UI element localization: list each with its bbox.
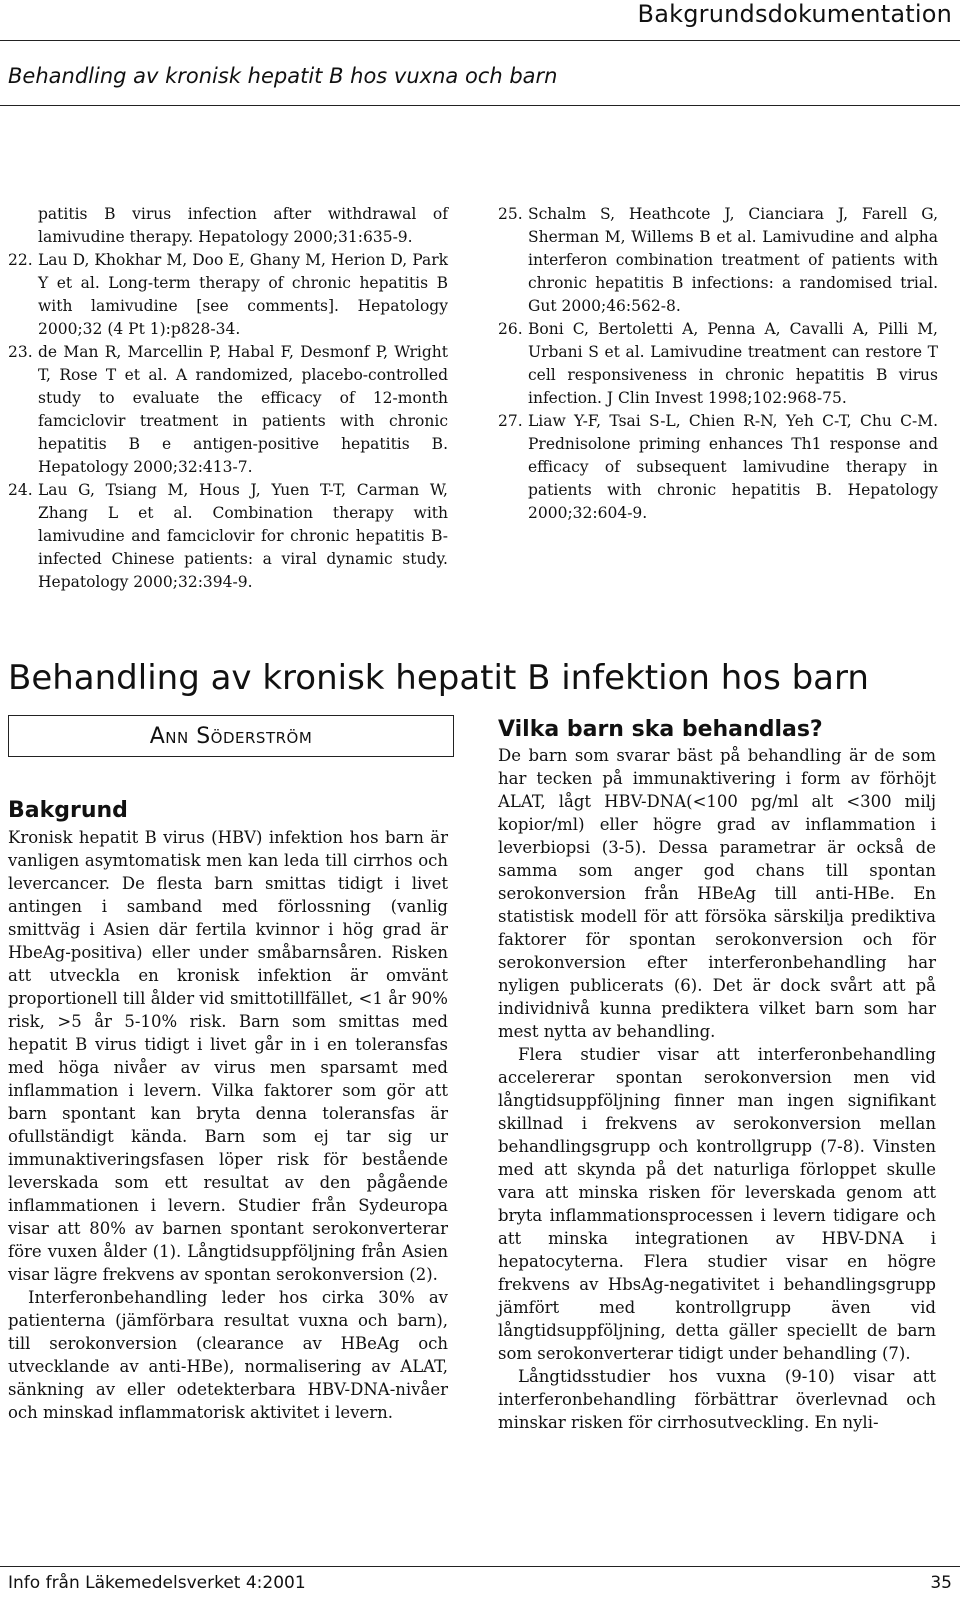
reference-item: [498, 318, 938, 410]
which-children-heading: Vilka barn ska behandlas?: [498, 717, 823, 742]
reference-item: [498, 203, 938, 318]
body-paragraph: Kronisk hepatit B virus (HBV) infektion hos barn är vanligen asymtomatisk men kan leda till cirrhos och levercancer. De flesta barn smittas tidigt i livet antingen i samband med förlossning (vanlig smittväg i Asien där fertila kvinnor i hög grad är HbeAg-positiva) eller under småbarnsåren. Risken att utveckla en kronisk infektion är omvänt proportionell till ålder vid smittotillfället, <1 år 90% risk, >5 år 5-10% risk. Barn som smittas med hepatit B virus tidigt i livet går in i en toleransfas med höga nivåer av virus men sparsamt med inflammation i levern. Vilka faktorer som gör att barn spontant kan bryta denna toleransfas är ofullständigt kända. Barn som ej tar sig ur immunaktiveringsfasen löper risk för bestående leverskada som ett resultat av den pågående inflammationen i levern. Studier från Sydeuropa visar att 80% av barnen spontant serokonverterar före vuxen ålder (1). Långtidsuppföljning från Asien visar lägre frekvens av spontan serokonversion (2).: [8, 828, 448, 1284]
header-divider: [0, 40, 960, 41]
reference-text: de Man R, Marcellin P, Habal F, Desmonf P, Wright T, Rose T et al. A randomized, placebo-controlled study to evaluate the efficacy of 12-month famciclovir treatment in patients with chronic hepatitis B e antigen-positive hepatitis B. Hepatology 2000;32:413-7.: [38, 343, 448, 476]
left-column: [8, 796, 448, 1424]
reference-number: 22.: [8, 251, 33, 269]
section-title: Behandling av kronisk hepatit B infektion hos barn: [8, 658, 869, 698]
footer-divider: [0, 1566, 960, 1567]
reference-item: [8, 249, 448, 341]
subtitle-divider: [0, 105, 960, 106]
footer-publication: Info från Läkemedelsverket 4:2001: [8, 1573, 306, 1593]
page-header-title: Bakgrundsdokumentation: [637, 0, 952, 28]
reference-text: Schalm S, Heathcote J, Cianciara J, Farell G, Sherman M, Willems B et al. Lamivudine and alpha interferon combination treatment of patients with chronic hepatitis B infections: a randomised trial. Gut 2000;46:562-8.: [528, 205, 938, 315]
body-paragraph: Flera studier visar att interferonbehandling accelererar spontan serokonversion men vid långtidsuppföljning finner man ingen signifikant skillnad i frekvens av serokonversion mellan behandlingsgrupp och kontrollgrupp (7-8). Vinsten med att skynda på det naturliga förloppet skulle vara att minska risken för leverskada genom att bryta inflammationsprocessen i levern tidigare och att minska integrationen av HBV-DNA i hepatocyterna. Flera studier visar en högre frekvens av HbsAg-negativitet i behandlingsgrupp jämfört med kontrollgrupp även vid långtidsuppföljning, detta gäller speciellt de barn som serokonverterar tidigt under behandling (7).: [498, 1045, 936, 1363]
reference-item: [8, 479, 448, 594]
reference-number: 23.: [8, 343, 33, 361]
body-paragraph: De barn som svarar bäst på behandling är de som har tecken på immunaktivering i form av förhöjt ALAT, lågt HBV-DNA(<100 pg/ml alt <300 milj kopior/ml) eller högre grad av inflammation i leverbiopsi (3-5). Dessa parametrar är också de samma som anger god chans till spontan serokonversion från HBeAg till anti-HBe. En statistisk modell för att försöka särskilja prediktiva faktorer för spontan serokonversion och för serokonversion efter interferonbehandling har nyligen publicerats (6). Det är dock svårt att på individnivå kunna prediktera vilket barn som har mest nytta av behandling.: [498, 746, 936, 1041]
background-heading: Bakgrund: [8, 798, 128, 823]
reference-number: 26.: [498, 320, 523, 338]
reference-item: [8, 341, 448, 479]
reference-item: [498, 410, 938, 525]
reference-list-left: [8, 203, 448, 594]
document-subtitle: Behandling av kronisk hepatit B hos vuxna och barn: [8, 64, 558, 88]
page-number: 35: [930, 1573, 952, 1593]
reference-number: 25.: [498, 205, 523, 223]
reference-number: 27.: [498, 412, 523, 430]
author-name: Ann Söderström: [149, 723, 313, 749]
right-column: [498, 716, 936, 1434]
body-paragraph: Interferonbehandling leder hos cirka 30% av patienterna (jämförbara resultat vuxna och barn), till serokonversion (clearance av HBeAg och utvecklande av anti-HBe), normalisering av ALAT, sänkning av eller odetekterbara HBV-DNA-nivåer och minskad inflammatorisk aktivitet i levern.: [8, 1288, 448, 1422]
reference-text: Boni C, Bertoletti A, Penna A, Cavalli A, Pilli M, Urbani S et al. Lamivudine treatment can restore T cell responsiveness in chronic hepatitis B virus infection. J Clin Invest 1998;102:968-75.: [528, 320, 938, 407]
reference-text: Lau D, Khokhar M, Doo E, Ghany M, Herion D, Park Y et al. Long-term therapy of chronic hepatitis B with lamivudine [see comments]. Hepatology 2000;32 (4 Pt 1):p828-34.: [38, 251, 448, 338]
reference-continuation: patitis B virus infection after withdrawal of lamivudine therapy. Hepatology 2000;31:635-9.: [38, 205, 448, 246]
reference-number: 24.: [8, 481, 33, 499]
reference-list-right: [498, 203, 938, 525]
body-paragraph: Långtidsstudier hos vuxna (9-10) visar att interferonbehandling förbättrar överlevnad och minskar risken för cirrhosutveckling. En nyli-: [498, 1367, 936, 1432]
reference-text: Liaw Y-F, Tsai S-L, Chien R-N, Yeh C-T, Chu C-M. Prednisolone priming enhances Th1 response and efficacy of subsequent lamivudine therapy in patients with chronic hepatitis B. Hepatology 2000;32:604-9.: [528, 412, 938, 522]
author-box: [8, 715, 454, 757]
reference-text: Lau G, Tsiang M, Hous J, Yuen T-T, Carman W, Zhang L et al. Combination therapy with lamivudine and famciclovir for chronic hepatitis B-infected Chinese patients: a viral dynamic study. Hepatology 2000;32:394-9.: [38, 481, 448, 591]
